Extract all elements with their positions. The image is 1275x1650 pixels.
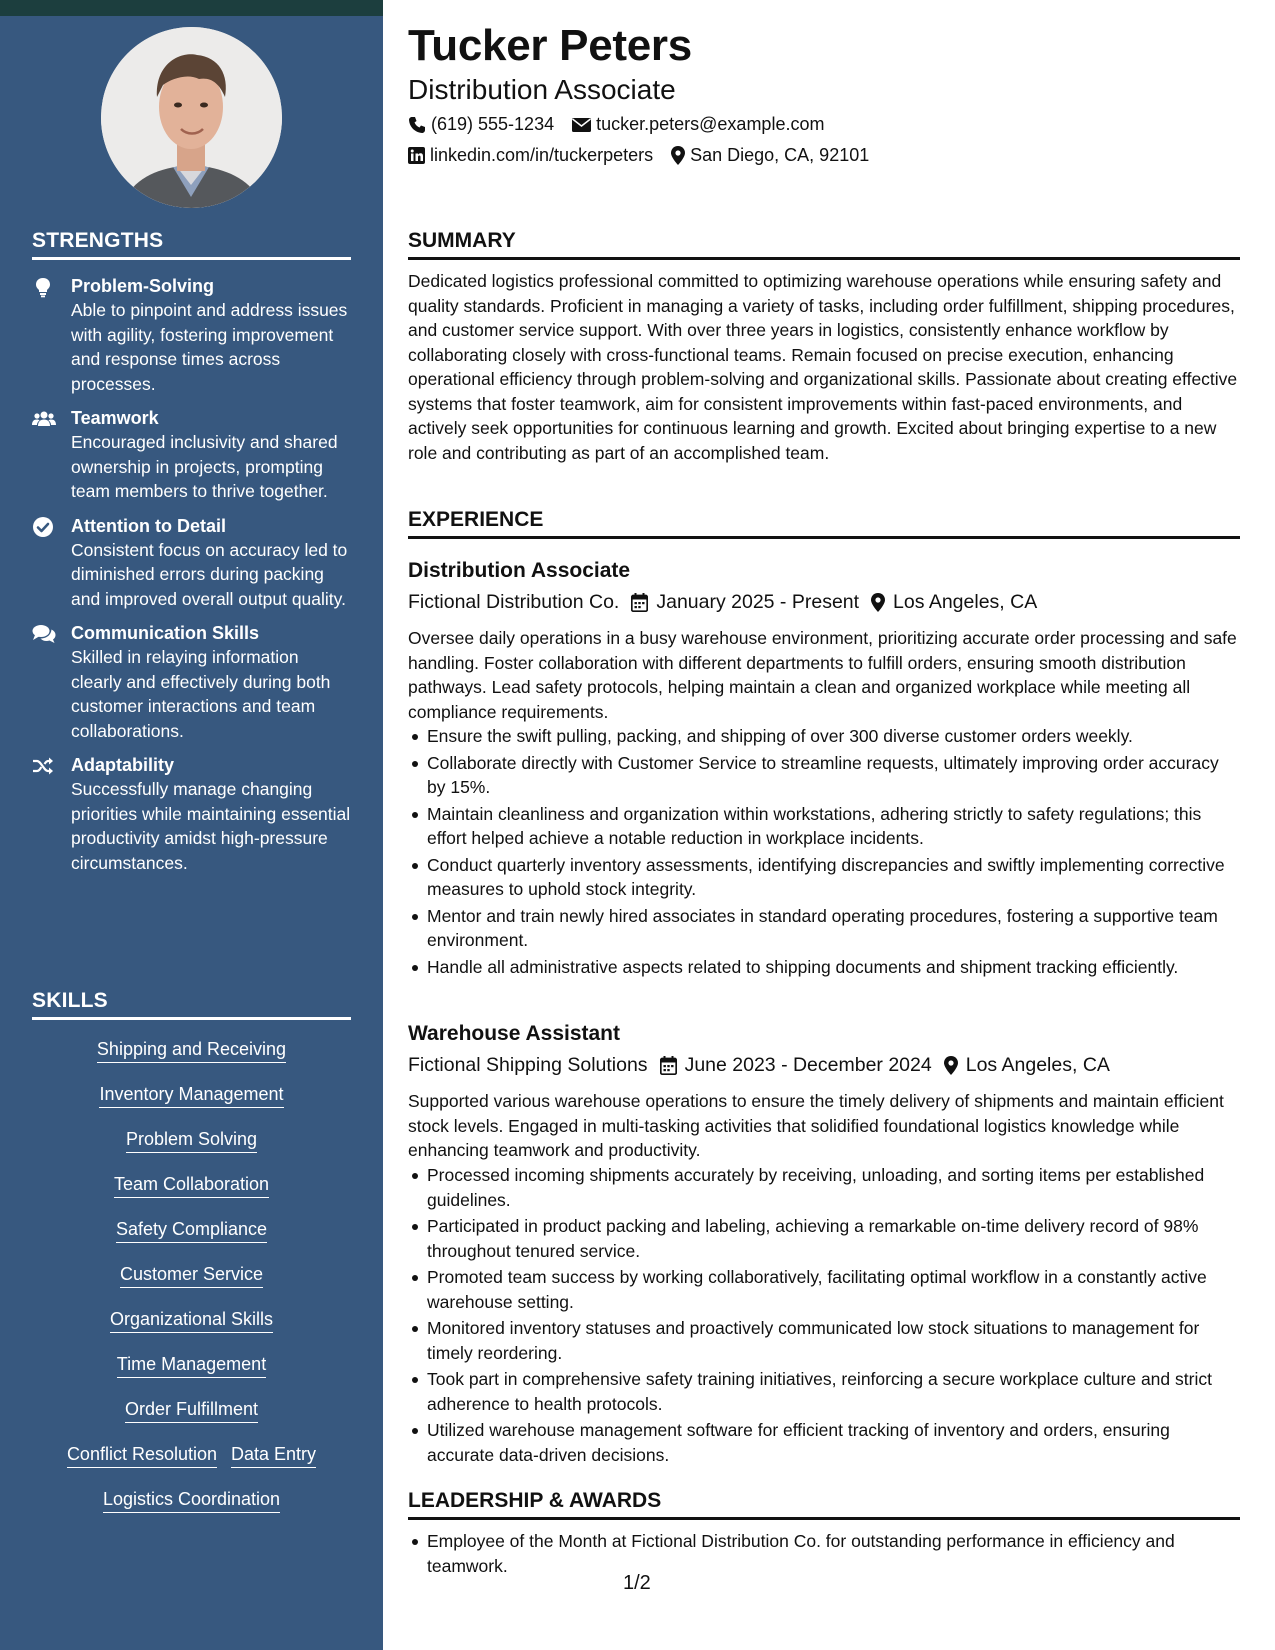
bullet-item: Employee of the Month at Fictional Distribution Co. for outstanding performance in efficiency and teamwork. <box>408 1529 1240 1578</box>
skill-tag: Team Collaboration <box>114 1173 269 1198</box>
contact-row-2 <box>408 145 887 166</box>
job-bullets <box>408 724 1240 981</box>
skill-tag: Time Management <box>117 1353 266 1378</box>
linkedin-contact[interactable] <box>408 145 653 166</box>
job-description: Oversee daily operations in a busy warehouse environment, prioritizing accurate order processing and safe handling. Foster collaboration with different departments to fulfill orders, ensuring smooth distribution pathways. Lead safety protocols, helping maintain a clean and organized workplace while meeting all compliance requirements. <box>408 628 1237 722</box>
strength-desc: Skilled in relaying information clearly and effectively during both customer interactions and team collaborations. <box>71 647 331 741</box>
skills-list <box>32 1038 351 1533</box>
skill-tag: Order Fulfillment <box>125 1398 258 1423</box>
job-location: Los Angeles, CA <box>965 1054 1110 1076</box>
bullet-item: Participated in product packing and labeling, achieving a remarkable on-time delivery record of 98% throughout tenured service. <box>408 1214 1240 1263</box>
check-circle-icon <box>32 516 54 538</box>
skill-tag: Conflict Resolution <box>67 1443 217 1468</box>
lightbulb-icon <box>32 276 54 298</box>
calendar-icon <box>660 1056 677 1075</box>
strength-title: Teamwork <box>71 408 159 428</box>
bullet-item: Collaborate directly with Customer Service to streamline requests, ultimately improving order accuracy by 15%. <box>408 751 1240 800</box>
contact-row-1 <box>408 114 842 135</box>
job-company: Fictional Distribution Co. <box>408 591 620 613</box>
strength-item <box>32 274 351 396</box>
email-contact[interactable] <box>572 114 824 135</box>
skills-section <box>32 989 351 1533</box>
candidate-name: Tucker Peters <box>408 21 692 70</box>
job-location: Los Angeles, CA <box>893 591 1038 613</box>
shuffle-icon <box>32 755 54 777</box>
strength-title: Problem-Solving <box>71 276 215 296</box>
sidebar <box>0 0 383 1650</box>
bullet-item: Took part in comprehensive safety training initiatives, reinforcing a secure workplace culture and strict adherence to health protocols. <box>408 1367 1240 1416</box>
leadership-heading: LEADERSHIP & AWARDS <box>408 1489 1240 1520</box>
sidebar-top-bar <box>0 0 383 16</box>
job-meta <box>408 591 1037 614</box>
skill-tag: Data Entry <box>231 1443 316 1468</box>
skills-heading: SKILLS <box>32 989 351 1020</box>
job-title: Warehouse Assistant <box>408 1022 620 1045</box>
phone-icon <box>408 116 426 134</box>
job-company: Fictional Shipping Solutions <box>408 1054 648 1076</box>
calendar-icon <box>631 593 648 612</box>
summary-heading: SUMMARY <box>408 229 1240 260</box>
location-text: San Diego, CA, 92101 <box>690 145 870 165</box>
job-dates: June 2023 - December 2024 <box>684 1054 932 1076</box>
leadership-bullets <box>408 1529 1240 1580</box>
bullet-item: Monitored inventory statuses and proactively communicated low stock situations to management for timely reordering. <box>408 1316 1240 1365</box>
linkedin-text: linkedin.com/in/tuckerpeters <box>430 145 654 165</box>
job-title: Distribution Associate <box>408 559 631 582</box>
skill-tag: Organizational Skills <box>110 1308 273 1333</box>
strength-item <box>32 514 351 612</box>
bullet-item: Handle all administrative aspects related to shipping documents and shipment tracking efficiently. <box>408 955 1240 980</box>
strength-title: Attention to Detail <box>71 515 226 536</box>
strength-desc: Consistent focus on accuracy led to diminished errors during packing and improved overall output quality. <box>71 539 348 609</box>
skill-tag: Safety Compliance <box>116 1218 267 1243</box>
skill-tag: Logistics Coordination <box>103 1488 280 1513</box>
bullet-item: Processed incoming shipments accurately by receiving, unloading, and sorting items per established guidelines. <box>408 1163 1240 1212</box>
phone-text: (619) 555-1234 <box>431 114 555 134</box>
skill-tag: Shipping and Receiving <box>97 1038 286 1063</box>
map-pin-icon <box>671 146 685 165</box>
candidate-title: Distribution Associate <box>408 74 676 105</box>
linkedin-icon <box>408 147 425 164</box>
bullet-item: Mentor and train newly hired associates in standard operating procedures, fostering a supportive team environment. <box>408 904 1240 953</box>
map-pin-icon <box>944 1056 958 1075</box>
strength-item <box>32 406 351 504</box>
strength-title: Communication Skills <box>71 623 260 643</box>
strength-desc: Encouraged inclusivity and shared ownership in projects, prompting team members to thrive together. <box>71 432 338 501</box>
location-contact <box>671 145 869 166</box>
summary-text: Dedicated logistics professional committed to optimizing warehouse operations while ensuring safety and quality standards. Proficient in managing a variety of tasks, including order fulfillment, shipping procedures, and customer service support. With over three years in logistics, consistently enhance workflow by collaborating closely with cross-functional teams. Remain focused on precise execution, enhancing operational efficiency through problem-solving and organizational skills. Passionate about creating effective systems that foster teamwork, aim for consistent improvements within fast-paced environments, and actively seek opportunities for continuous learning and growth. Excited about bringing expertise to a new role and contributing as part of an accomplished team. <box>408 271 1238 463</box>
page-number: 1/2 <box>623 1572 651 1594</box>
envelope-icon <box>572 117 591 133</box>
strengths-section <box>32 229 351 875</box>
bullet-item: Promoted team success by working collaboratively, facilitating optimal workflow in a constantly active warehouse setting. <box>408 1265 1240 1314</box>
job-dates: January 2025 - Present <box>656 591 860 613</box>
strength-title: Adaptability <box>71 755 175 775</box>
strength-desc: Successfully manage changing priorities while maintaining essential productivity amidst high-pressure circumstances. <box>71 779 351 873</box>
strength-item <box>32 621 351 743</box>
strength-desc: Able to pinpoint and address issues with agility, fostering improvement and response times across processes. <box>71 300 348 394</box>
bullet-item: Ensure the swift pulling, packing, and shipping of over 300 diverse customer orders weekly. <box>408 724 1240 749</box>
skill-tag: Inventory Management <box>99 1083 283 1108</box>
job-bullets <box>408 1163 1240 1469</box>
skill-tag: Problem Solving <box>126 1128 257 1153</box>
profile-photo <box>101 27 282 208</box>
phone-contact[interactable] <box>408 114 554 135</box>
map-pin-icon <box>871 593 885 612</box>
skill-tag: Customer Service <box>120 1263 263 1288</box>
strength-item <box>32 753 351 875</box>
experience-heading: EXPERIENCE <box>408 508 1240 539</box>
job-description: Supported various warehouse operations to ensure the timely delivery of shipments and maintain efficient stock levels. Engaged in multi-tasking activities that solidified foundational logistics knowledge while enhancing teamwork and productivity. <box>408 1091 1224 1160</box>
bullet-item: Conduct quarterly inventory assessments, identifying discrepancies and swiftly implementing corrective measures to uphold stock integrity. <box>408 853 1240 902</box>
bullet-item: Utilized warehouse management software for efficient tracking of inventory and orders, ensuring accurate data-driven decisions. <box>408 1418 1240 1467</box>
chat-bubbles-icon <box>32 623 54 645</box>
users-icon <box>32 408 54 430</box>
email-text: tucker.peters@example.com <box>596 114 825 134</box>
strengths-heading: STRENGTHS <box>32 229 351 260</box>
job-meta <box>408 1054 1110 1077</box>
bullet-item: Maintain cleanliness and organization within workstations, adhering strictly to safety regulations; this effort helped achieve a notable reduction in workplace incidents. <box>408 802 1240 851</box>
